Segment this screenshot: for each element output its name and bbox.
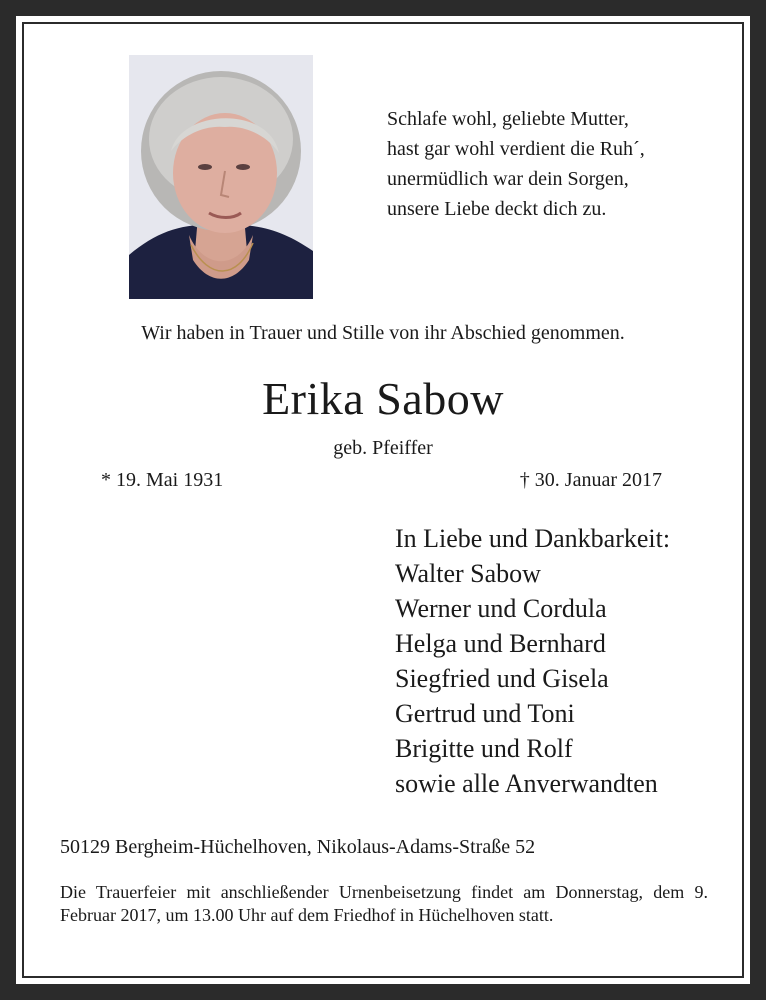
portrait-photo [129,55,313,299]
death-date: † 30. Januar 2017 [519,469,662,491]
birth-name: geb. Pfeiffer [333,437,433,459]
mourners-heading: In Liebe und Dankbarkeit: [395,524,671,553]
intro-text: Wir haben in Trauer und Stille von ihr Abschied genommen. [141,322,625,344]
poem-line: Schlafe wohl, geliebte Mutter, [387,108,629,130]
mourner-name: Werner und Cordula [395,594,607,623]
portrait-illustration [129,55,313,299]
mourner-name: Siegfried und Gisela [395,664,609,693]
mourner-name: Helga und Bernhard [395,629,606,658]
poem-line: unermüdlich war dein Sorgen, [387,168,629,190]
mourner-name: Gertrud und Toni [395,699,575,728]
birth-date: * 19. Mai 1931 [101,469,224,491]
mourner-name: sowie alle Anverwandten [395,769,658,798]
mourners-list [395,521,670,801]
funeral-notice: Die Trauerfeier mit anschließender Urnenbeisetzung findet am Donnerstag, dem 9. Februar 2017, um 13.00 Uhr auf dem Friedhof in Hüchelhoven statt. [60,882,708,925]
deceased-name: Erika Sabow [262,373,504,424]
mourner-name: Walter Sabow [395,559,541,588]
poem [387,104,645,224]
address: 50129 Bergheim-Hüchelhoven, Nikolaus-Adams-Straße 52 [60,836,536,858]
mourner-name: Brigitte und Rolf [395,734,573,763]
poem-line: hast gar wohl verdient die Ruh´, [387,138,645,160]
poem-line: unsere Liebe deckt dich zu. [387,198,607,220]
